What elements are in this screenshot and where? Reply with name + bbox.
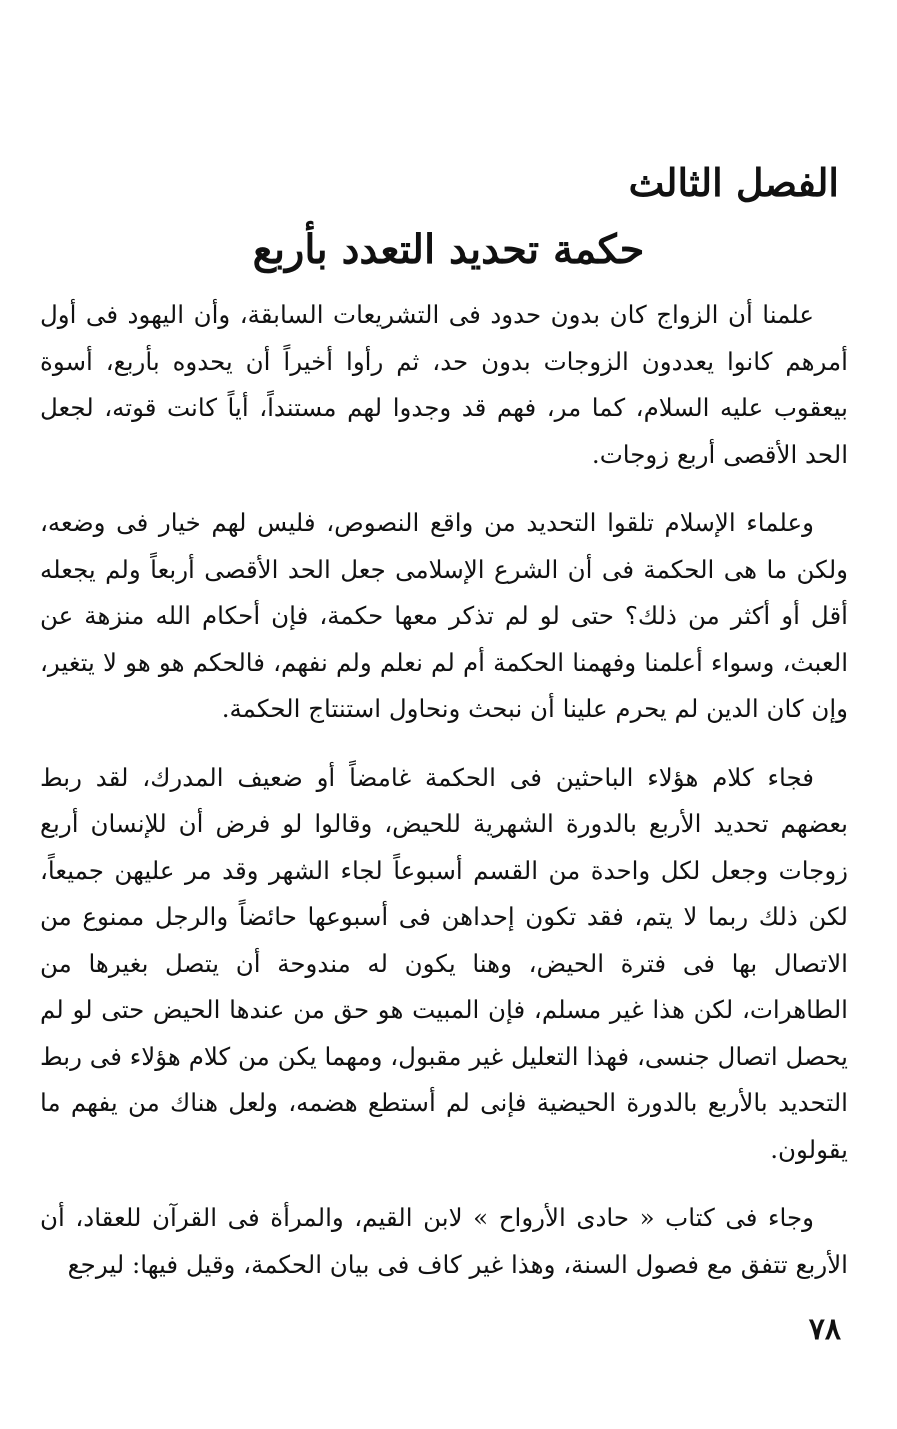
chapter-title: الفصل الثالث [628,160,839,205]
body-text [40,292,848,1310]
paragraph-2: وعلماء الإسلام تلقوا التحديد من واقع النصوص، فليس لهم خيار فى وضعه، ولكن ما هى الحكمة فى أن الشرع الإسلامى جعل الحد الأقصى أربعاً ولم يجعله أقل أو أكثر من ذلك؟ حتى لو لم تذكر معها حكمة، فإن أحكام الله منزهة عن العبث، وسواء أعلمنا وفهمنا الحكمة أم لم نعلم ولم نفهم، فالحكم هو هو لا يتغير، وإن كان الدين لم يحرم علينا أن نبحث ونحاول استنتاج الحكمة. [40,508,848,723]
page-number: ٧٨ [808,1312,841,1347]
paragraph-1: علمنا أن الزواج كان بدون حدود فى التشريعات السابقة، وأن اليهود فى أول أمرهم كانوا يعددون الزوجات بدون حد، ثم رأوا أخيراً أن يحدوه بأربع، أسوة بيعقوب عليه السلام، كما مر، فهم قد وجدوا لهم مستنداً، أياً كانت قوته، لجعل الحد الأقصى أربع زوجات. [40,300,848,469]
paragraph-3: فجاء كلام هؤلاء الباحثين فى الحكمة غامضاً أو ضعيف المدرك، لقد ربط بعضهم تحديد الأربع بالدورة الشهرية للحيض، وقالوا لو فرض أن للإنسان أربع زوجات وجعل لكل واحدة من القسم أسبوعاً لجاء الشهر وقد مر عليهن جميعاً، لكن ذلك ربما لا يتم، فقد تكون إحداهن فى أسبوعها حائضاً والرجل ممنوع من الاتصال بها فى فترة الحيض، وهنا يكون له مندوحة أن يتصل بغيرها من الطاهرات، لكن هذا غير مسلم، فإن المبيت هو حق من عندها الحيض حتى لو لم يحصل اتصال جنسى، فهذا التعليل غير مقبول، ومهما يكن من كلام هؤلاء فى ربط التحديد بالأربع بالدورة الحيضية فإنى لم أستطع هضمه، ولعل هناك من يفهم ما يقولون. [40,762,848,1164]
paragraph-4: وجاء فى كتاب « حادى الأرواح » لابن القيم، والمرأة فى القرآن للعقاد، أن الأربع تتفق مع فصول السنة، وهذا غير كاف فى بيان الحكمة، وقيل فيها: ليرجع [40,1203,848,1279]
chapter-subtitle: حكمة تحديد التعدد بأربع [252,226,645,273]
